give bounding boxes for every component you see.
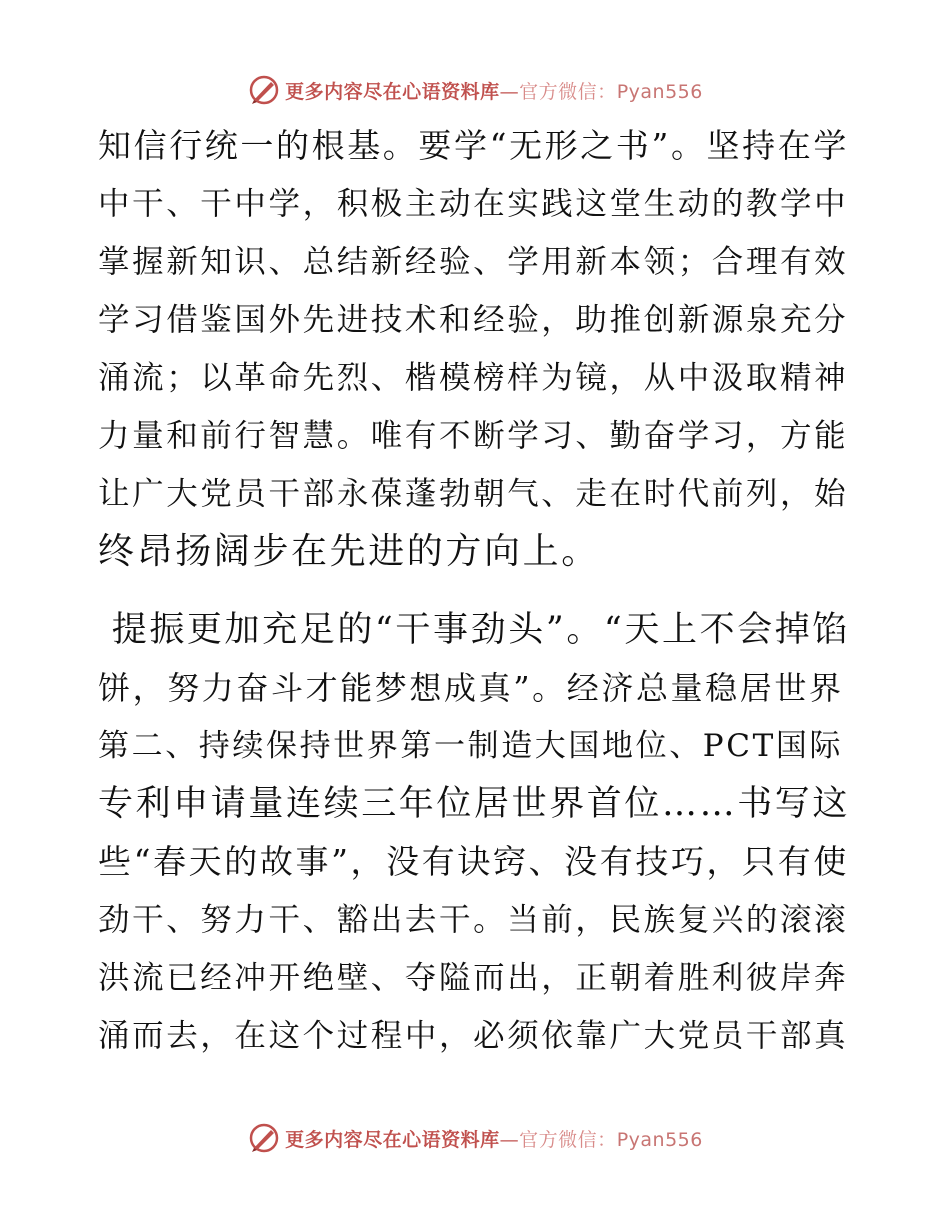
text-line: 终昂扬阔步在先进的方向上。: [98, 531, 600, 572]
footer-wechat-label: 官方微信：: [519, 1128, 617, 1151]
pen-circle-logo-icon: [247, 1121, 281, 1155]
text-line: 劲干、努力干、豁出去干。当前，民族复兴的滚滚: [98, 902, 849, 938]
text-line: 洪流已经冲开绝壁、夺隘而出，正朝着胜利彼岸奔: [98, 960, 849, 996]
paragraph-1: [98, 117, 850, 581]
text-line: 中干、干中学，积极主动在实践这堂生动的教学中: [98, 186, 849, 222]
text-line: 饼，努力奋斗才能梦想成真”。经济总量稳居世界: [98, 669, 844, 707]
text-line: 提振更加充足的“干事劲头”。“天上不会掉馅: [98, 610, 851, 650]
pen-circle-logo-icon: [247, 73, 281, 107]
footer-wechat-id: Pyan556: [616, 1128, 703, 1151]
header-text: [285, 77, 703, 104]
footer-brand: 更多内容尽在心语资料库: [285, 1128, 500, 1151]
paragraph-2: [98, 601, 850, 1065]
text-line: 涌而去，在这个过程中，必须依靠广大党员干部真: [98, 1018, 849, 1054]
text-line: 知信行统一的根基。要学“无形之书”。坚持在学: [98, 126, 849, 165]
document-body: [98, 117, 850, 1065]
header-wechat-id: Pyan556: [616, 80, 703, 103]
header-wechat-label: 官方微信：: [519, 80, 617, 103]
text-line: 涌流；以革命先烈、楷模榜样为镜，从中汲取精神: [98, 360, 849, 396]
footer-separator: —: [499, 1128, 520, 1151]
text-line: 第二、持续保持世界第一制造大国地位、PCT国际: [98, 728, 844, 764]
text-line: 让广大党员干部永葆蓬勃朝气、走在时代前列，始: [98, 476, 849, 512]
text-line: 掌握新知识、总结新经验、学用新本领；合理有效: [98, 244, 849, 280]
text-line: 力量和前行智慧。唯有不断学习、勤奋学习，方能: [98, 418, 849, 454]
header-brand: 更多内容尽在心语资料库: [285, 80, 500, 103]
footer-text: [285, 1125, 703, 1152]
header-banner: [0, 72, 950, 108]
text-line: 专利申请量连续三年位居世界首位……书写这: [98, 784, 851, 824]
footer-banner: [0, 1120, 950, 1156]
header-separator: —: [499, 80, 520, 103]
text-line: 学习借鉴国外先进技术和经验，助推创新源泉充分: [98, 302, 849, 338]
text-line: 些“春天的故事”，没有诀窍、没有技巧，只有使: [98, 842, 849, 881]
